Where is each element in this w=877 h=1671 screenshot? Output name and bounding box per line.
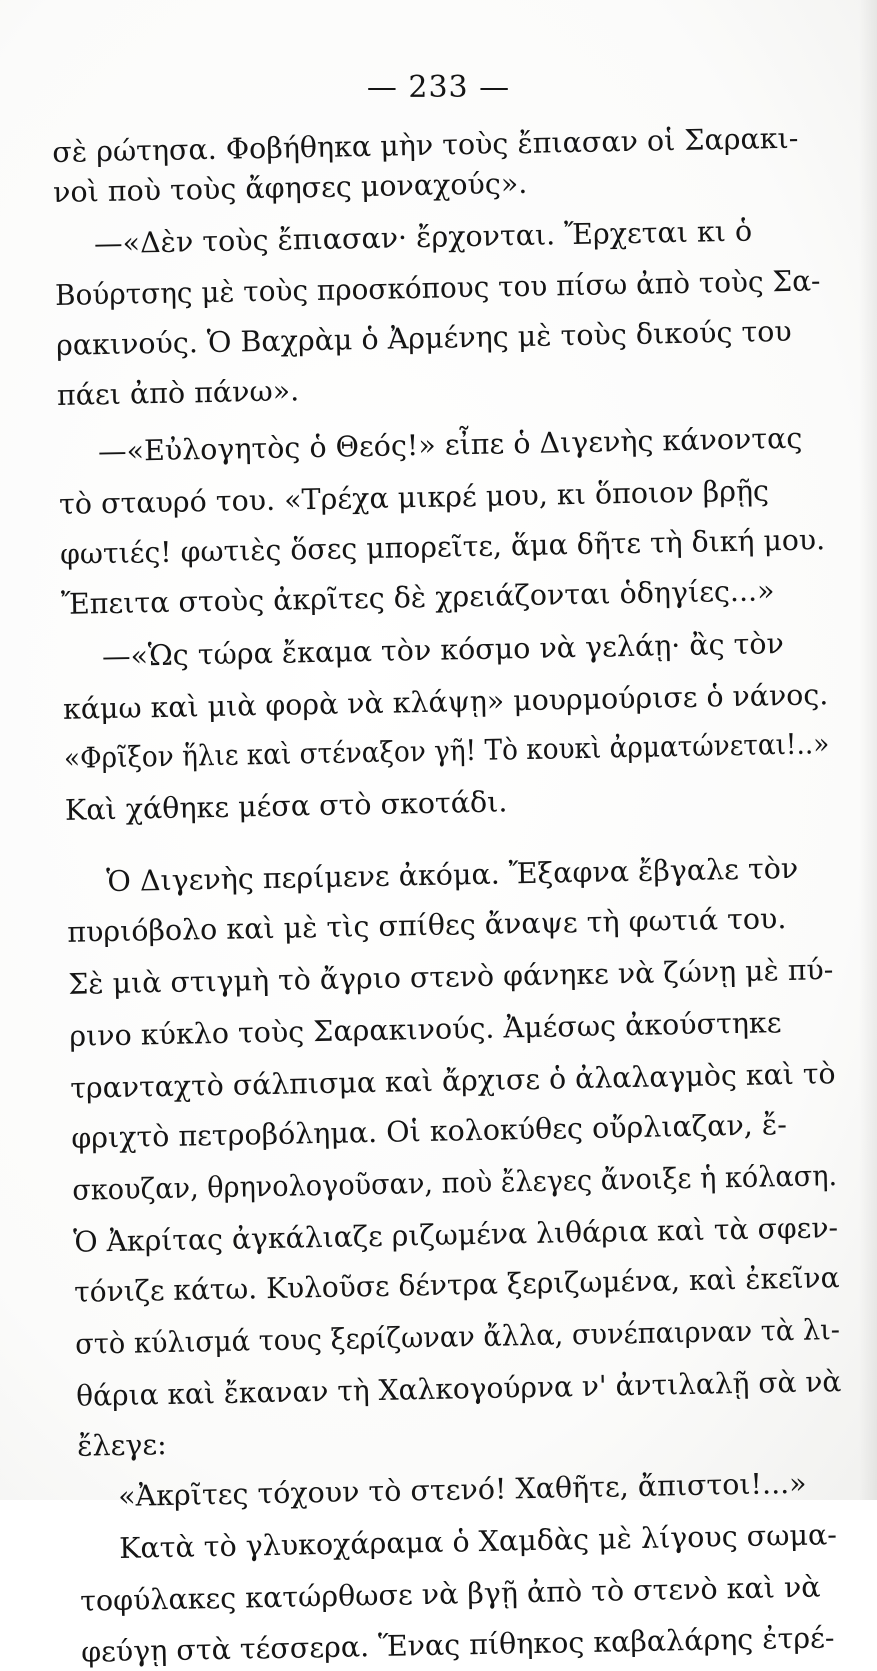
text-line: Κατὰ τὸ γλυκοχάραμα ὁ Χαμδὰς μὲ λίγους σωμα-: [118, 1518, 838, 1565]
text-line: νοὶ ποὺ τοὺς ἄφησες μοναχούς».: [52, 166, 528, 209]
body-text: [52, 120, 842, 1669]
text-line: Καὶ χάθηκε μέσα στὸ σκοτάδι.: [64, 785, 508, 827]
text-line: φεύγῃ στὰ τέσσερα. Ἕνας πίθηκος καβαλάρης ἐτρέ-: [80, 1621, 835, 1669]
page-number: — 233 —: [366, 70, 511, 105]
text-line: Ἔπειτα στοὺς ἀκρῖτες δὲ χρειάζονται ὁδηγίες...»: [60, 574, 775, 621]
text-line: «Ἀκρῖτες τόχουν τὸ στενό! Χαθῆτε, ἄπιστοι!...»: [117, 1466, 807, 1513]
text-line: —«Ὡς τώρα ἔκαμα τὸν κόσμο νὰ γελάῃ· ἂς τὸν: [101, 627, 785, 674]
text-line: σὲ ρώτησα. Φοβήθηκα μὴν τοὺς ἔπιασαν οἱ Σαρακι-: [52, 121, 799, 169]
text-line: θάρια καὶ ἔκαναν τὴ Χαλκογούρνα ν' ἀντιλαλῇ σὰ νὰ: [75, 1365, 842, 1413]
text-line: —«Εὐλογητὸς ὁ Θεός!» εἶπε ὁ Διγενὴς κάνοντας: [97, 421, 803, 469]
text-line: πυριόβολο καὶ μὲ τὶς σπίθες ἄναψε τὴ φωτιά του.: [66, 902, 787, 949]
text-line: ρινο κύκλο τοὺς Σαρακινούς. Ἀμέσως ἀκούστηκε: [68, 1006, 782, 1053]
text-line: ρακινούς. Ὁ Βαχρὰμ ὁ Ἀρμένης μὲ τοὺς δικούς του: [55, 314, 793, 362]
text-line: «Φρῖξον ἥλιε καὶ στέναξον γῆ! Τὸ κουκὶ ἀρματώνεται!..»: [63, 727, 830, 775]
text-line: φριχτὸ πετροβόλημα. Οἱ κολοκύθες οὔρλιαζαν, ἔ-: [70, 1108, 788, 1155]
page-edge-shadow: [859, 0, 877, 1500]
text-line: Βούρτσης μὲ τοὺς προσκόπους του πίσω ἀπὸ τοὺς Σα-: [54, 264, 821, 312]
text-line: τοφύλακες κατώρθωσε νὰ βγῇ ἀπὸ τὸ στενὸ καὶ νὰ: [79, 1570, 821, 1618]
text-line: τρανταχτὸ σάλπισμα καὶ ἄρχισε ὁ ἀλαλαγμὸς καὶ τὸ: [69, 1057, 836, 1105]
text-line: στὸ κύλισμά τους ξερίζωναν ἄλλα, συνέπαιρναν τὰ λι-: [74, 1313, 841, 1361]
text-line: —«Δὲν τοὺς ἔπιασαν· ἔρχονται. Ἔρχεται κι ὁ: [93, 214, 753, 261]
text-line: σκουζαν, θρηνολογοῦσαν, ποὺ ἔλεγες ἄνοιξε ἡ κόλαση.: [71, 1159, 838, 1207]
text-line: πάει ἀπὸ πάνω».: [56, 374, 300, 412]
text-line: τόνιζε κάτω. Κυλοῦσε δέντρα ξεριζωμένα, καὶ ἐκεῖνα: [73, 1261, 840, 1309]
text-line: Ὁ Ἀκρίτας ἀγκάλιαζε ριζωμένα λιθάρια καὶ τὰ σφεν-: [72, 1211, 839, 1259]
text-line: ἔλεγε:: [76, 1428, 168, 1463]
text-line: Ὁ Διγενὴς περίμενε ἀκόμα. Ἔξαφνα ἔβγαλε τὸν: [106, 851, 799, 899]
text-line: φωτιές! φωτιὲς ὅσες μπορεῖτε, ἅμα δῆτε τὴ δική μου.: [59, 523, 826, 571]
text-line: Σὲ μιὰ στιγμὴ τὸ ἄγριο στενὸ φάνηκε νὰ ζώνῃ μὲ πύ-: [67, 953, 834, 1001]
text-line: τὸ σταυρό του. «Τρέχα μικρέ μου, κι ὅποιον βρῇς: [58, 474, 770, 521]
text-line: κάμω καὶ μιὰ φορὰ νὰ κλάψῃ» μουρμούρισε ὁ νάνος.: [62, 678, 829, 726]
